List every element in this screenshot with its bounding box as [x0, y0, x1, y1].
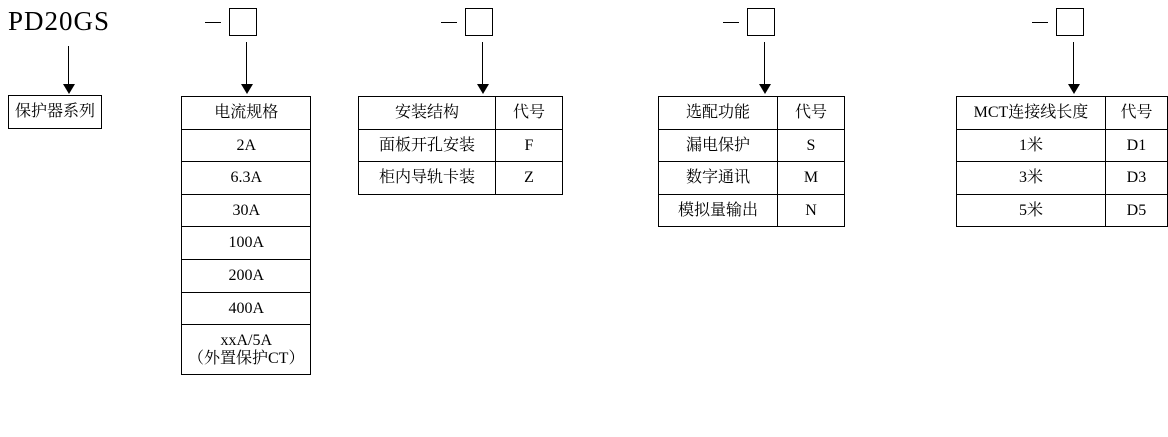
cell-code: D5	[1105, 194, 1167, 227]
cell-value: 5米	[957, 194, 1106, 227]
cell-value: 3米	[957, 162, 1106, 195]
table-row	[659, 129, 845, 162]
table-row	[957, 162, 1168, 195]
cell-code: D3	[1105, 162, 1167, 195]
cell-value: 1米	[957, 129, 1106, 162]
table-row	[957, 129, 1168, 162]
table-header-row	[957, 97, 1168, 130]
table-row	[182, 227, 311, 260]
cell-value: 30A	[182, 194, 311, 227]
cell-code: S	[778, 129, 845, 162]
col-header: 选配功能	[659, 97, 778, 130]
table-row	[182, 325, 311, 375]
cell-value: 2A	[182, 129, 311, 162]
arrow-optional-function	[759, 42, 771, 94]
cell-line-2: （外置保护CT）	[188, 349, 305, 367]
table-row	[9, 96, 102, 129]
empty-code-box-mct[interactable]	[1056, 8, 1084, 36]
dash-icon	[723, 22, 739, 23]
cell-value: 200A	[182, 259, 311, 292]
table-row	[359, 162, 563, 195]
table-row	[659, 194, 845, 227]
cell-value: 模拟量输出	[659, 194, 778, 227]
cell-code: D1	[1105, 129, 1167, 162]
table-row	[182, 194, 311, 227]
cell-value: 面板开孔安装	[359, 129, 496, 162]
table-row	[182, 292, 311, 325]
table-series	[8, 95, 102, 129]
connector-mct-cable-length	[1032, 8, 1084, 36]
table-row	[957, 194, 1168, 227]
col-header: 安装结构	[359, 97, 496, 130]
cell-value: 100A	[182, 227, 311, 260]
dash-icon	[205, 22, 221, 23]
cell-value: 柜内导轨卡装	[359, 162, 496, 195]
table-optional-function	[658, 96, 845, 227]
table-row	[182, 162, 311, 195]
table-row	[359, 129, 563, 162]
col-header: 电流规格	[182, 97, 311, 130]
table-row	[659, 162, 845, 195]
table-row	[182, 259, 311, 292]
col-header-code: 代号	[1105, 97, 1167, 130]
empty-code-box-mounting[interactable]	[465, 8, 493, 36]
table-header-row	[359, 97, 563, 130]
cell-code: F	[496, 129, 563, 162]
col-header: MCT连接线长度	[957, 97, 1106, 130]
cell-value: 6.3A	[182, 162, 311, 195]
arrow-series	[63, 46, 75, 94]
cell-value-multiline	[182, 325, 311, 375]
table-row	[182, 129, 311, 162]
table-mounting-structure	[358, 96, 563, 195]
table-header-row	[182, 97, 311, 130]
table-current-rating	[181, 96, 311, 375]
cell-value: 400A	[182, 292, 311, 325]
cell-value: 漏电保护	[659, 129, 778, 162]
dash-icon	[1032, 22, 1048, 23]
col-header-code: 代号	[496, 97, 563, 130]
page-title: PD20GS	[8, 6, 111, 36]
cell-code: Z	[496, 162, 563, 195]
arrow-mct-cable-length	[1068, 42, 1080, 94]
table-header-row	[659, 97, 845, 130]
connector-current-rating	[205, 8, 257, 36]
arrow-mounting-structure	[477, 42, 489, 94]
empty-code-box-current[interactable]	[229, 8, 257, 36]
connector-optional-function	[723, 8, 775, 36]
cell-line-1: xxA/5A	[220, 332, 272, 350]
dash-icon	[441, 22, 457, 23]
series-label: 保护器系列	[9, 96, 102, 129]
cell-value: 数字通讯	[659, 162, 778, 195]
arrow-current-rating	[241, 42, 253, 94]
empty-code-box-optional[interactable]	[747, 8, 775, 36]
col-header-code: 代号	[778, 97, 845, 130]
connector-mounting-structure	[441, 8, 493, 36]
cell-code: M	[778, 162, 845, 195]
cell-code: N	[778, 194, 845, 227]
table-mct-cable-length	[956, 96, 1168, 227]
